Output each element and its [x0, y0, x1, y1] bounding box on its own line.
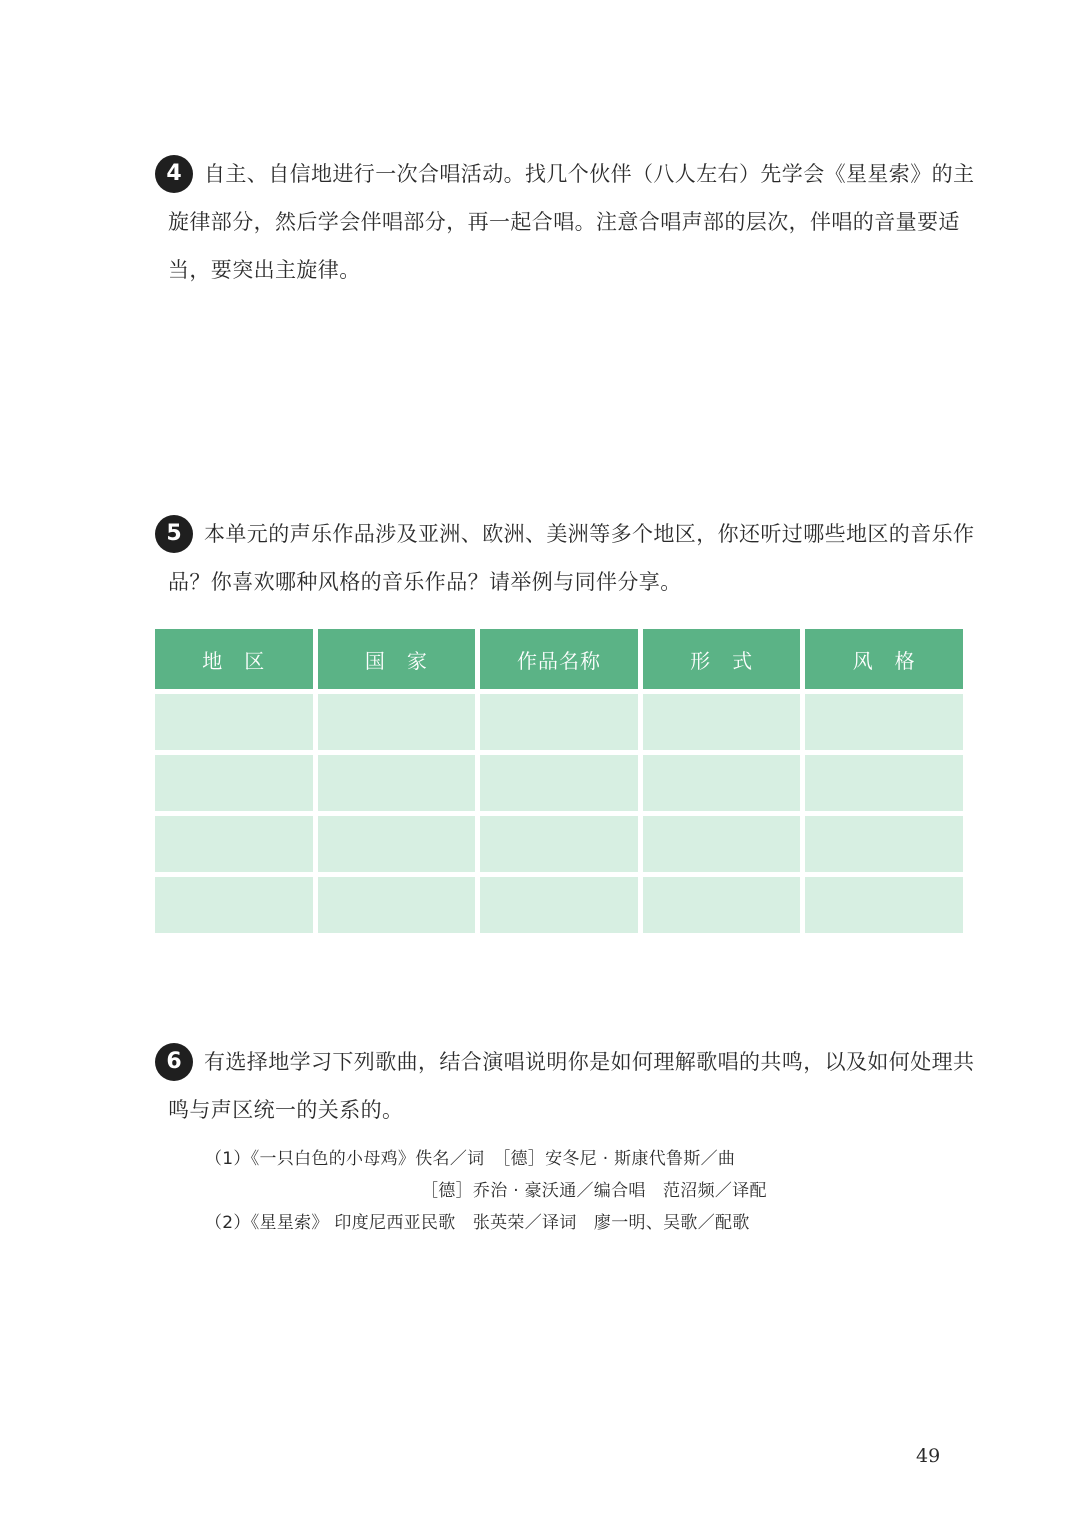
- song-item-1-credits: ［德］乔治 · 豪沃通／编合唱 范沼频／译配: [421, 1181, 767, 1201]
- table-row: [155, 877, 963, 933]
- table-cell: [318, 694, 476, 750]
- table-row: [155, 694, 963, 750]
- question-number-badge: 5: [155, 515, 193, 553]
- music-works-table: [155, 629, 963, 943]
- table-cell: [480, 816, 638, 872]
- table-cell: [155, 877, 313, 933]
- question-6: [155, 1038, 975, 1134]
- header-region: 地 区: [155, 629, 313, 689]
- table-cell: [643, 877, 801, 933]
- question-number-badge: 6: [155, 1043, 193, 1081]
- question-number-badge: 4: [155, 155, 193, 193]
- question-4-text: 自主、自信地进行一次合唱活动。找几个伙伴（八人左右）先学会《星星索》的主旋律部分，然后学会伴唱部分，再一起合唱。注意合唱声部的层次，伴唱的音量要适当，要突出主旋律。: [168, 162, 975, 282]
- header-form: 形 式: [643, 629, 801, 689]
- song-list: [205, 1143, 767, 1239]
- table-cell: [318, 755, 476, 811]
- table-row: [155, 755, 963, 811]
- table-cell: [480, 877, 638, 933]
- song-item-1: （1）《一只白色的小母鸡》佚名／词 ［德］安冬尼 · 斯康代鲁斯／曲: [205, 1149, 736, 1169]
- table-cell: [805, 694, 963, 750]
- header-work-title: 作品名称: [480, 629, 638, 689]
- table-cell: [155, 694, 313, 750]
- question-5: [155, 510, 975, 606]
- table-row: [155, 816, 963, 872]
- question-6-text: 有选择地学习下列歌曲，结合演唱说明你是如何理解歌唱的共鸣，以及如何处理共鸣与声区统一的关系的。: [168, 1050, 975, 1122]
- table-cell: [155, 755, 313, 811]
- question-5-text: 本单元的声乐作品涉及亚洲、欧洲、美洲等多个地区，你还听过哪些地区的音乐作品？你喜欢哪种风格的音乐作品？请举例与同伴分享。: [168, 522, 975, 594]
- table-cell: [155, 816, 313, 872]
- table-cell: [480, 755, 638, 811]
- table-cell: [643, 694, 801, 750]
- table-cell: [480, 694, 638, 750]
- table-cell: [805, 816, 963, 872]
- table-cell: [643, 755, 801, 811]
- table-cell: [805, 877, 963, 933]
- table-cell: [805, 755, 963, 811]
- page-number: 49: [916, 1445, 941, 1467]
- header-country: 国 家: [318, 629, 476, 689]
- table-cell: [318, 816, 476, 872]
- header-style: 风 格: [805, 629, 963, 689]
- question-4: [155, 150, 975, 294]
- table-cell: [643, 816, 801, 872]
- song-item-2: （2）《星星索》 印度尼西亚民歌 张英荣／译词 廖一明、吴歌／配歌: [205, 1213, 750, 1233]
- table-cell: [318, 877, 476, 933]
